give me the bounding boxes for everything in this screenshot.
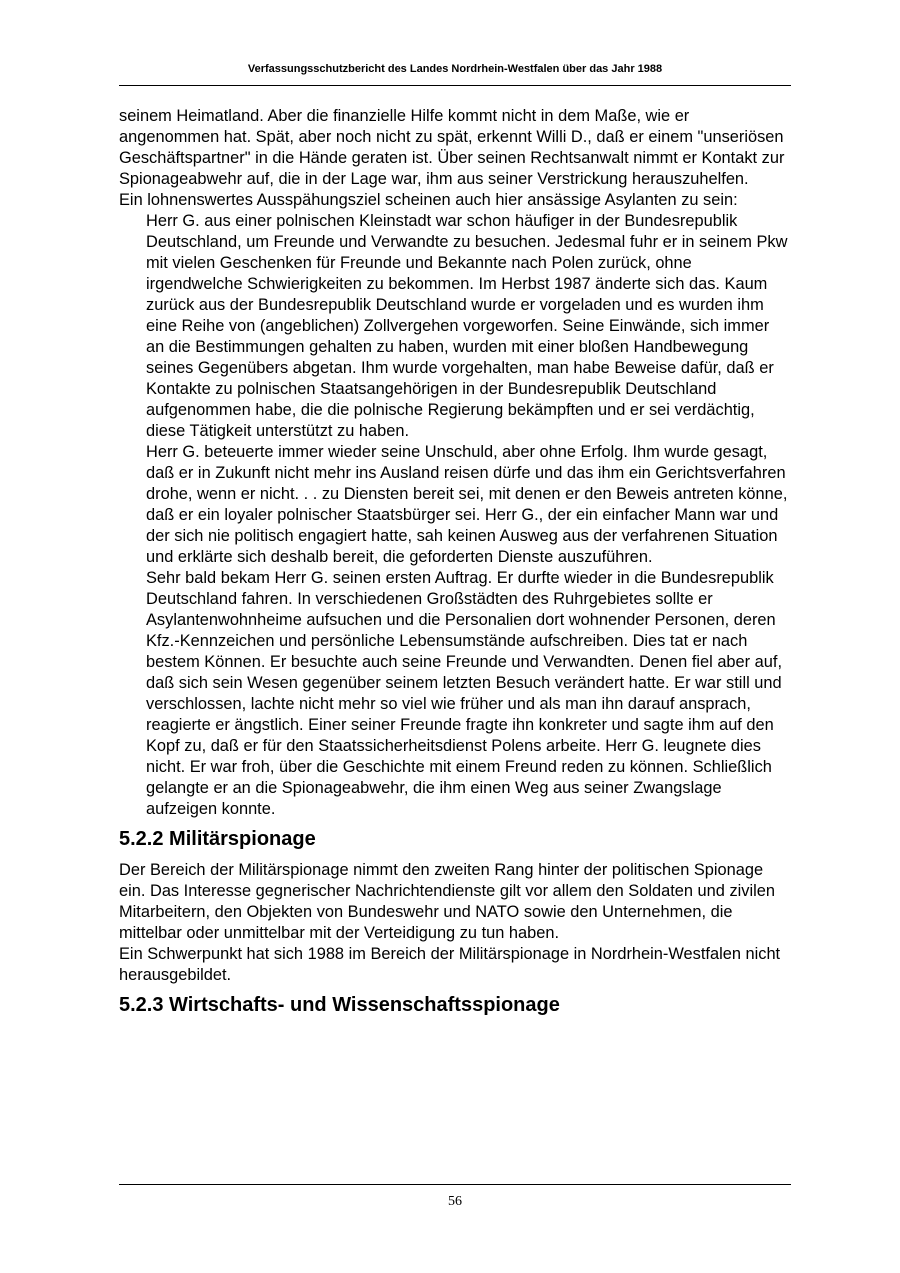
case-study-continuation: seinem Heimatland. Aber die finanzielle Hilfe kommt nicht in dem Maße, wie er angenommen hat. Spät, aber noch nicht zu spät, erkennt Willi D., daß er einem "unseriösen Geschäftspartner" in die Hände geraten ist. Über seinen Rechtsanwalt nimmt er Kontakt zur Spionageabwehr auf, die in der Lage war, ihm aus seiner Verstrickung herauszuhelfen. [119, 107, 785, 188]
body-paragraph-schwerpunkt: Ein Schwerpunkt hat sich 1988 im Bereich der Militärspionage in Nordrhein-Westfalen nicht herausgebildet. [119, 945, 781, 984]
case-paragraph: Herr G. aus einer polnischen Kleinstadt war schon häufiger in der Bundesrepublik Deutschland, um Freunde und Verwandte zu besuchen. Jedesmal fuhr er in seinem Pkw mit vielen Geschenken für Freunde und Bekannte nach Polen zurück, ohne irgendwelche Schwierigkeiten zu bekommen. Im Herbst 1987 änderte sich das. Kaum zurück aus der Bundesrepublik Deutschland wurde er vorgeladen und es wurden ihm eine Reihe von (angeblichen) Zollvergehen vorgeworfen. Seine Einwände, sich immer an die Bestimmungen gehalten zu haben, wurden mit einer bloßen Handbewegung seines Gegenübers abgetan. Ihm wurde vorgehalten, man habe Beweise dafür, daß er Kontakte zu polnischen Staatsangehörigen in der Bundesrepublik Deutschland aufgenommen habe, die die polnische Regierung bekämpften und er sei verdächtig, diese Tätigkeit unterstützt zu haben. [146, 212, 788, 440]
footer-divider [119, 1184, 791, 1185]
body-paragraph-militaerspionage: Der Bereich der Militärspionage nimmt den zweiten Rang hinter der politischen Spionage ein. Das Interesse gegnerischer Nachrichtendienste gilt vor allem den Soldaten und zivilen Mitarbeitern, den Objekten von Bundeswehr und NATO sowie den Unternehmen, die mittelbar oder unmittelbar mit der Verteidigung zu tun haben. [119, 861, 775, 942]
section-heading-militaerspionage: 5.2.2 Militärspionage [119, 828, 316, 850]
header-divider [119, 85, 791, 86]
case-paragraph: Herr G. beteuerte immer wieder seine Unschuld, aber ohne Erfolg. Ihm wurde gesagt, daß er in Zukunft nicht mehr ins Ausland reisen dürfe und das ihm ein Gerichtsverfahren drohe, wenn er nicht. . . zu Diensten bereit sei, mit denen er den Beweis antreten könne, daß er ein loyaler polnischer Staatsbürger sei. Herr G., der ein einfacher Mann war und der sich nie politisch engagiert hatte, sah keinen Ausweg aus der verfahrenen Situation und erklärte sich deshalb bereit, die geforderten Dienste auszuführen. [146, 443, 788, 566]
case-study-herr-g [146, 211, 791, 820]
running-header: Verfassungsschutzbericht des Landes Nordrhein-Westfalen über das Jahr 1988 [247, 63, 663, 75]
page-number: 56 [448, 1194, 462, 1209]
body-paragraph-asylum: Ein lohnenswertes Ausspähungsziel scheinen auch hier ansässige Asylanten zu sein: [119, 191, 738, 209]
case-paragraph: Sehr bald bekam Herr G. seinen ersten Auftrag. Er durfte wieder in die Bundesrepublik Deutschland fahren. In verschiedenen Großstädten des Ruhrgebietes sollte er Asylantenwohnheime aufsuchen und die Personalien dort wohnender Personen, deren Kfz.-Kennzeichen und persönliche Lebensumstände aufschreiben. Dies tat er nach bestem Können. Er besuchte auch seine Freunde und Verwandten. Denen fiel aber auf, daß sich sein Wesen gegenüber seinem letzten Besuch verändert hatte. Er war still und verschlossen, lachte nicht mehr so viel wie früher und als man ihn darauf ansprach, reagierte er ängstlich. Einer seiner Freunde fragte ihn konkreter und sagte ihm auf den Kopf zu, daß er für den Staatssicherheitsdienst Polens arbeite. Herr G. leugnete dies nicht. Er war froh, über die Geschichte mit einem Freund reden zu können. Schließlich gelangte er an die Spionageabwehr, die ihm einen Weg aus seiner Zwangslage aufzeigen konnte. [146, 569, 783, 818]
page-body [119, 106, 791, 1026]
section-heading-wirtschaftsspionage: 5.2.3 Wirtschafts- und Wissenschaftsspionage [119, 994, 560, 1016]
